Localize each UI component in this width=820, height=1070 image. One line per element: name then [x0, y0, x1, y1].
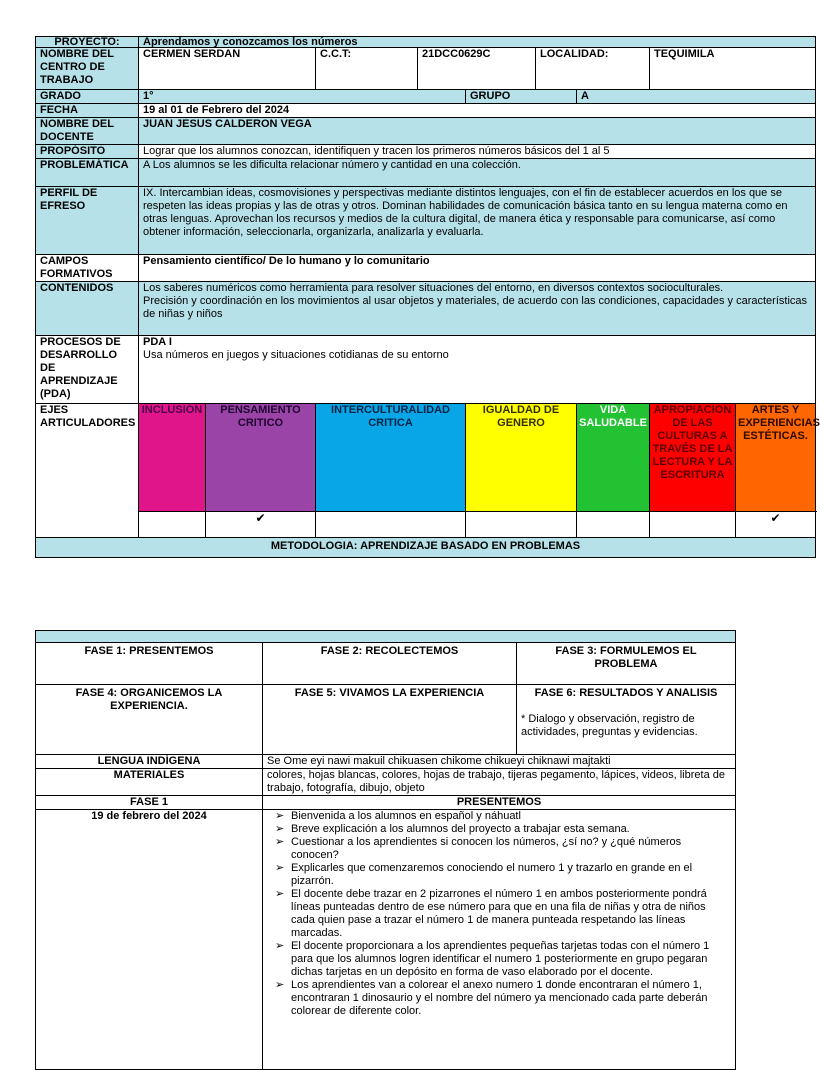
cct-label: C.C.T:: [316, 48, 418, 90]
pda-title: PDA I: [143, 336, 172, 348]
contenidos-value: [139, 282, 816, 336]
activity-item: ➢ Los aprendientes van a colorear el anexo numero 1 donde encontraran el número 1, encontraran 1 dinosaurio y el nombre del número ya mencionado cada parte deberán colorear de diferente color.: [275, 979, 708, 1017]
fase1-date: 19 de febrero del 2024: [36, 810, 263, 1070]
activity-item: ➢ El docente proporcionara a los aprendientes pequeñas tarjetas todas con el número 1 para que los alumnos logren identificar el numero 1 posteriormente en grupo pegaran dichas tarjetas en un depósito en forma de vaso elaborado por el docente.: [275, 940, 710, 978]
arrow-bullet-icon: ➢: [275, 810, 285, 822]
problematica-value: A Los alumnos se les dificulta relacionar número y cantidad en una colección.: [139, 159, 816, 187]
fase-5-cell: FASE 5: VIVAMOS LA EXPERIENCIA: [263, 685, 517, 755]
pda-label: PROCESOS DE DESARROLLO DE APRENDIZAJE (PDA): [36, 336, 139, 404]
check-artes: ✔: [736, 512, 816, 538]
phases-table: [35, 630, 736, 1070]
problematica-label: PROBLEMÁTICA: [36, 159, 139, 187]
activity-item: ➢ El docente debe trazar en 2 pizarrones el número 1 en ambos posteriormente pondrá líneas punteadas dentro de ese número para que en una fila de niñas y otra de niños cada quien pase a trazar el número 1 de manera punteada respetando las líneas marcadas.: [275, 888, 707, 939]
arrow-bullet-icon: ➢: [275, 862, 285, 874]
eje-igualdad: IGUALDAD DE GENERO: [466, 404, 577, 512]
campos-label: CAMPOS FORMATIVOS: [36, 255, 139, 282]
fase1-label: FASE 1: [36, 796, 263, 810]
grado-value: 1°: [139, 90, 466, 104]
centro-label: NOMBRE DEL CENTRO DE TRABAJO: [36, 48, 139, 90]
centro-value: CERMEN SERDAN: [139, 48, 316, 90]
contenidos-line-1: Los saberes numéricos como herramienta para resolver situaciones del entorno, en diversos contextos socioculturales.: [143, 282, 724, 294]
activity-item: ➢ Breve explicación a los alumnos del proyecto a trabajar esta semana.: [275, 823, 630, 835]
metodologia: METODOLOGIA: APRENDIZAJE BASADO EN PROBLEMAS: [36, 538, 816, 558]
eje-inclusion: INCLUSIÓN: [139, 404, 206, 512]
eje-pensamiento-critico: PENSAMIENTO CRITICO: [206, 404, 316, 512]
fase-1-cell: FASE 1: PRESENTEMOS: [36, 643, 263, 685]
proyecto-value: Aprendamos y conozcamos los números: [139, 37, 816, 48]
activity-item: ➢ Explicarles que comenzaremos conociendo el numero 1 y trazarlo en grande en el pizarrón.: [275, 862, 693, 887]
perfil-value: IX. Intercambian ideas, cosmovisiones y perspectivas mediante distintos lenguajes, con el fin de establecer acuerdos en los que se respeten las ideas propias y las de otras y otros. Dominan habilidades de comunicación básica tanto en su lengua materna como en otras lenguas. Aprovechan los recursos y medios de la cultura digital, de manera ética y responsable para comunicarse, así como obtener información, seleccionarla, organizarla, analizarla y evaluarla.: [139, 187, 816, 255]
activity-item: ➢ Cuestionar a los aprendientes si conocen los números, ¿sí no? y ¿qué números conocen?: [275, 836, 682, 861]
check-inclusion: [139, 512, 206, 538]
eje-interculturalidad: INTERCULTURALIDAD CRITICA: [316, 404, 466, 512]
check-igualdad: [466, 512, 577, 538]
proyecto-label: PROYECTO:: [36, 37, 139, 48]
grupo-label: GRUPO: [466, 90, 577, 104]
contenidos-label: CONTENIDOS: [36, 282, 139, 336]
campos-value: Pensamiento científico/ De lo humano y lo comunitario: [139, 255, 816, 282]
fecha-label: FECHA: [36, 104, 139, 118]
arrow-bullet-icon: ➢: [275, 823, 285, 835]
grado-label: GRADO: [36, 90, 139, 104]
eje-apropiacion: APROPIACIÓN DE LAS CULTURAS A TRAVÉS DE LA LECTURA Y LA ESCRITURA: [650, 404, 736, 512]
fase-4-cell: FASE 4: ORGANICEMOS LA EXPERIENCIA.: [36, 685, 263, 755]
materiales-value: colores, hojas blancas, colores, hojas de trabajo, tijeras pegamento, lápices, videos, libreta de trabajo, fotografía, dibujo, objeto: [263, 769, 736, 796]
localidad-label: LOCALIDAD:: [536, 48, 650, 90]
eje-artes: ARTES Y EXPERIENCIAS ESTÉTICAS.: [736, 404, 816, 512]
fecha-value: 19 al 01 de Febrero del 2024: [139, 104, 816, 118]
activities-list: [263, 810, 731, 1018]
cct-value: 21DCC0629C: [418, 48, 536, 90]
ejes-label: EJES ARTICULADORES: [36, 404, 139, 538]
check-pensamiento: ✔: [206, 512, 316, 538]
eje-vida-saludable: VIDA SALUDABLE: [577, 404, 650, 512]
proposito-value: Lograr que los alumnos conozcan, identifiquen y tracen los primeros números básicos del 1 al 5: [139, 145, 816, 159]
arrow-bullet-icon: ➢: [275, 979, 285, 991]
check-vida-saludable: [577, 512, 650, 538]
lengua-value: Se Ome eyi nawi makuil chikuasen chikome chikueyi chiknawi majtakti: [263, 755, 736, 769]
lengua-label: LENGUA INDÍGENA: [36, 755, 263, 769]
docente-label: NOMBRE DEL DOCENTE: [36, 118, 139, 145]
proposito-label: PROPÓSITO: [36, 145, 139, 159]
check-interculturalidad: [316, 512, 466, 538]
pda-value: [139, 336, 816, 404]
docente-value: JUAN JESUS CALDERON VEGA: [139, 118, 816, 145]
arrow-bullet-icon: ➢: [275, 940, 285, 952]
fase1-title: PRESENTEMOS: [263, 796, 736, 810]
fase-6-title: FASE 6: RESULTADOS Y ANALISIS: [534, 687, 718, 699]
fase1-activities: [263, 810, 736, 1070]
check-apropiacion: [650, 512, 736, 538]
localidad-value: TEQUIMILA: [650, 48, 816, 90]
contenidos-line-2: Precisión y coordinación en los movimientos al usar objetos y materiales, de acuerdo con las condiciones, capacidades y características de niñas y niños: [143, 295, 808, 320]
project-info-table: [35, 36, 820, 558]
phases-header-band: [36, 631, 736, 643]
materiales-label: MATERIALES: [36, 769, 263, 796]
fase-2-cell: FASE 2: RECOLECTEMOS: [263, 643, 517, 685]
arrow-bullet-icon: ➢: [275, 888, 285, 900]
arrow-bullet-icon: ➢: [275, 836, 285, 848]
grupo-value: A: [577, 90, 816, 104]
fase-6-cell: [517, 685, 736, 755]
pda-text: Usa números en juegos y situaciones cotidianas de su entorno: [143, 349, 449, 361]
fase-6-note: * Dialogo y observación, registro de actividades, preguntas y evidencias.: [521, 713, 698, 738]
activity-item: ➢ Bienvenida a los alumnos en español y náhuatl: [275, 810, 521, 822]
fase-3-cell: FASE 3: FORMULEMOS EL PROBLEMA: [517, 643, 736, 685]
perfil-label: PERFIL DE EFRESO: [36, 187, 139, 255]
